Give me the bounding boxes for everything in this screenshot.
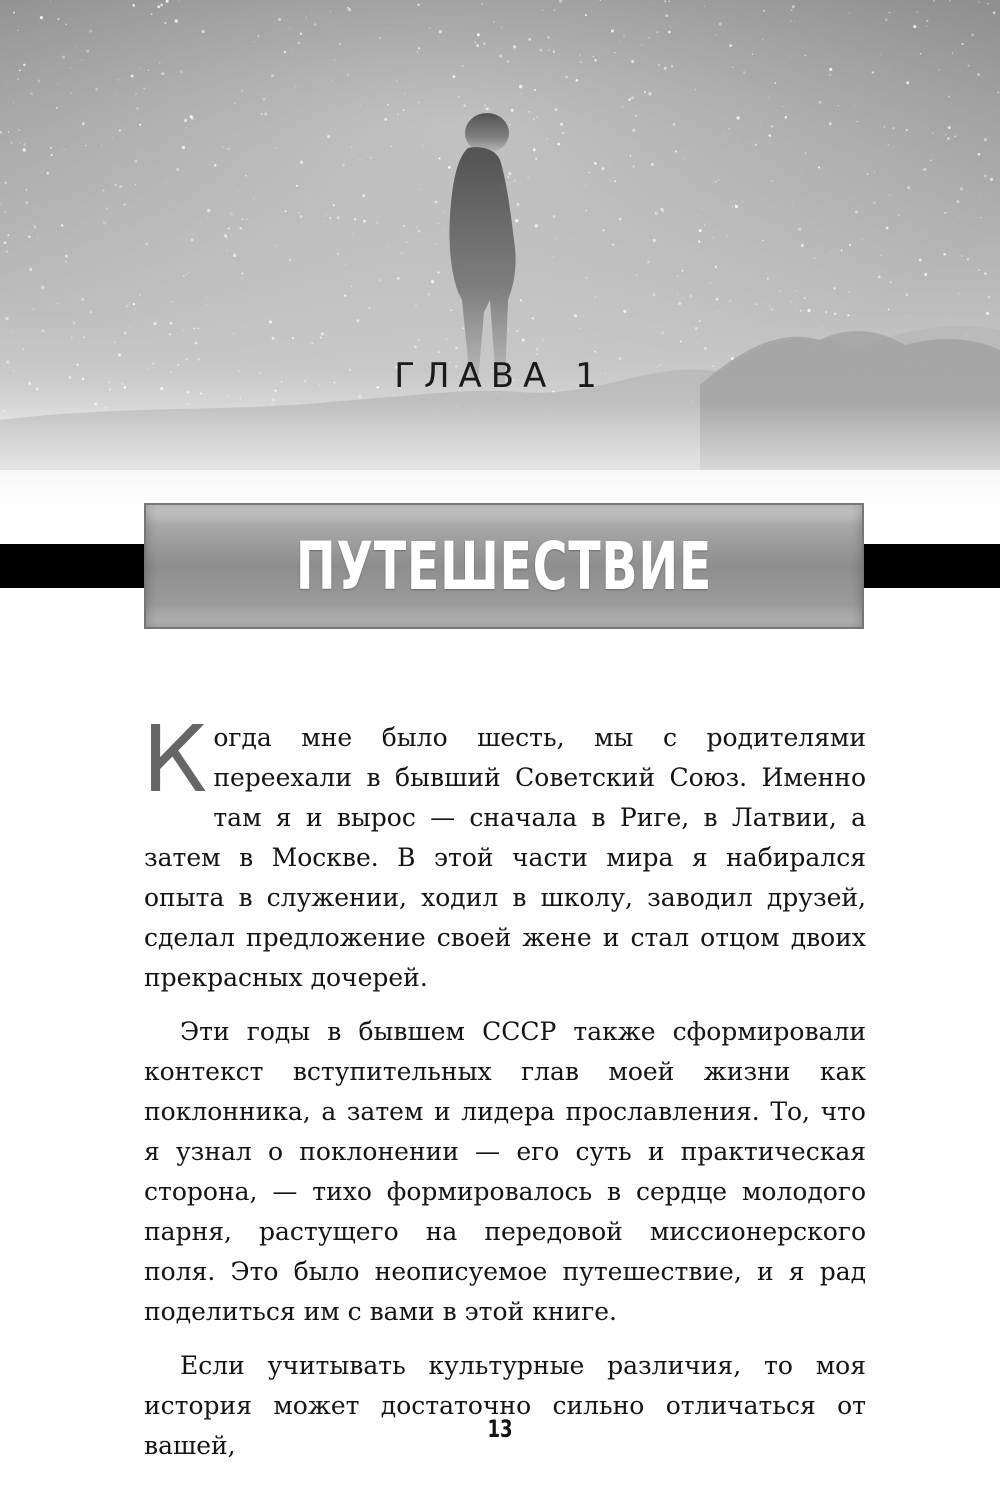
paragraph-3: Если учитывать культурные различия, то моя история может достаточно сильно отличаться от вашей,: [144, 1351, 866, 1460]
chapter-label: ГЛАВА 1: [394, 356, 606, 396]
title-plate: [144, 503, 864, 629]
paragraph-2: Эти годы в бывшем СССР также сформировали контекст вступительных глав моей жизни как поклонника, а затем и лидера прославления. То, что я узнал о поклонении — его суть и практическая сторона, — тихо формировалось в сердце молодого парня, растущего на передовой миссионерского поля. Это было неописуемое путешествие, и я рад поделиться им с вами в этой книге.: [144, 1017, 866, 1326]
body-text: [142, 706, 866, 1480]
drop-cap: К: [142, 706, 208, 813]
paragraph-1: [142, 706, 866, 998]
paragraph-1-text: огда мне было шесть, мы с родителями переехали в бывший Советский Союз. Именно там я и вырос — сначала в Риге, в Латвии, а затем в Москве. В этой части мира я набирался опыта в служении, ходил в школу, заводил друзей, сделал предложение своей жене и стал отцом двоих прекрасных дочерей.: [144, 723, 866, 992]
chapter-title: ПУТЕШЕСТВИЕ: [295, 527, 713, 605]
page-number: 13: [487, 1415, 513, 1443]
hero-image: [0, 0, 1000, 530]
